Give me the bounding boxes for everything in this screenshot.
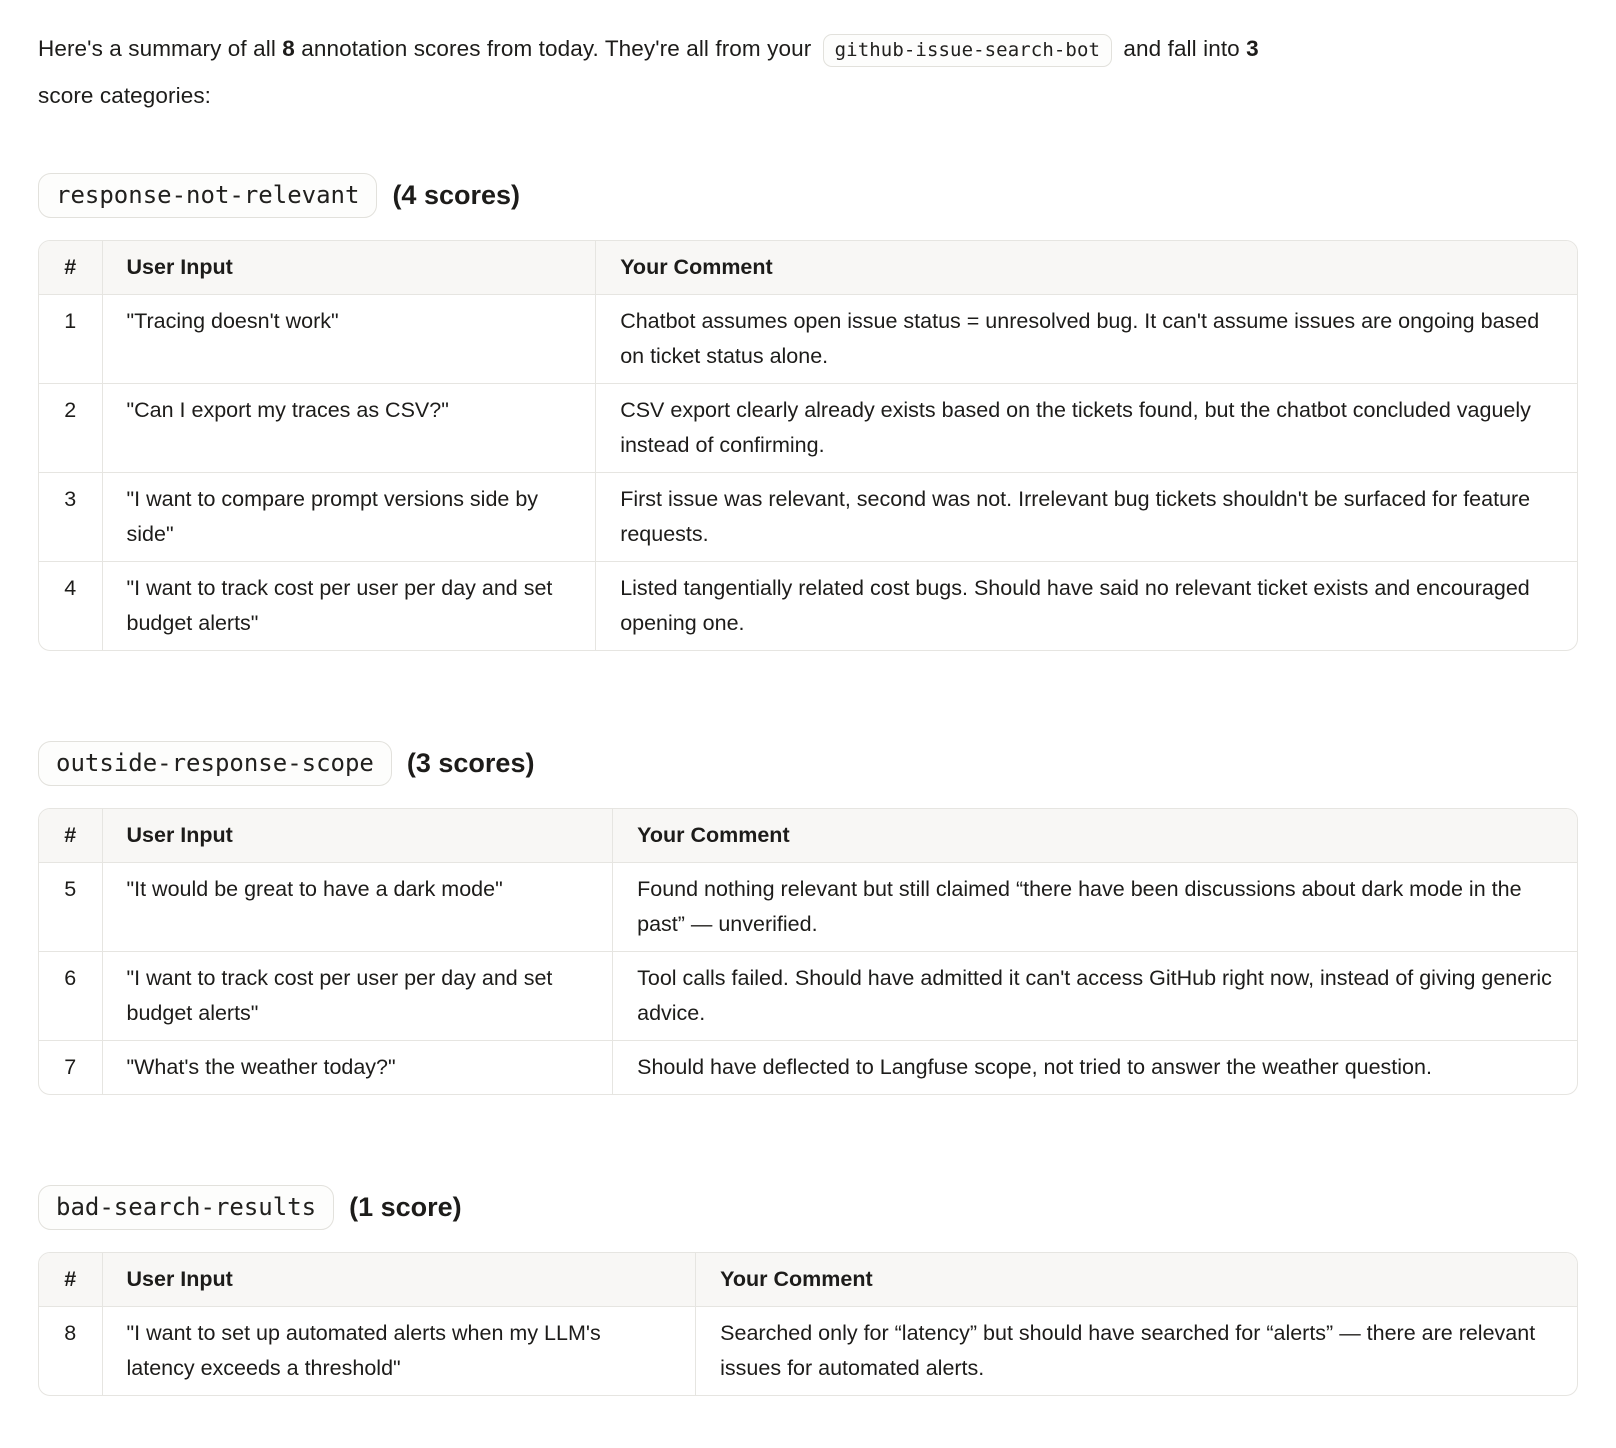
table-row <box>39 1307 1577 1396</box>
section-heading <box>38 1185 1578 1230</box>
section-heading <box>38 173 1578 218</box>
table-row <box>39 562 1577 651</box>
intro-text: Here's a summary of all <box>38 36 283 61</box>
table-row <box>39 473 1577 562</box>
user-input-cell: "What's the weather today?" <box>102 1041 613 1095</box>
scores-table <box>39 241 1577 650</box>
comment-cell: Should have deflected to Langfuse scope, not tried to answer the weather question. <box>637 1055 1432 1079</box>
bold-number: 8 <box>282 36 295 61</box>
table-header-row <box>39 809 1577 863</box>
intro-text: annotation scores from today. They're all from your <box>294 36 818 61</box>
col-header-number: # <box>39 1253 102 1307</box>
user-input-cell: "I want to compare prompt versions side by side" <box>102 473 596 562</box>
row-number: 2 <box>39 384 102 473</box>
scores-table-wrapper <box>38 1252 1578 1396</box>
row-number: 1 <box>39 295 102 384</box>
comment-cell: Tool calls failed. Should have admitted it can't access GitHub right now, instead of giving generic advice. <box>613 952 1577 1041</box>
col-header-user-input: User Input <box>102 1253 696 1307</box>
scores-table-wrapper <box>38 240 1578 651</box>
row-number: 5 <box>39 863 102 952</box>
intro-text: and fall into <box>1117 36 1247 61</box>
category-badge: response-not-relevant <box>38 173 377 218</box>
table-header-row <box>39 1253 1577 1307</box>
scores-table <box>39 1253 1577 1395</box>
row-number: 8 <box>39 1307 102 1396</box>
row-number: 3 <box>39 473 102 562</box>
table-row <box>39 1041 1577 1095</box>
comment-cell: Found nothing relevant but still claimed “there have been discussions about dark mode in the past” — unverified. <box>613 863 1577 952</box>
score-count-label: (3 scores) <box>406 748 535 778</box>
table-header-row <box>39 241 1577 295</box>
user-input-cell: "I want to set up automated alerts when my LLM's latency exceeds a threshold" <box>102 1307 696 1396</box>
score-count-label: (4 scores) <box>392 180 521 210</box>
table-body <box>39 863 1577 1095</box>
table-row <box>39 384 1577 473</box>
intro-text: score categories: <box>38 83 212 108</box>
category-badge: bad-search-results <box>38 1185 334 1230</box>
score-category-section <box>38 1185 1578 1396</box>
col-header-comment: Your Comment <box>696 1253 1577 1307</box>
comment-cell: First issue was relevant, second was not. Irrelevant bug tickets shouldn't be surfaced for feature requests. <box>596 473 1577 562</box>
col-header-user-input: User Input <box>102 809 613 863</box>
comment-cell: Listed tangentially related cost bugs. Should have said no relevant ticket exists and encouraged opening one. <box>620 576 1530 635</box>
score-count-label: (1 score) <box>349 1192 462 1222</box>
bold-number: 3 <box>1246 36 1259 61</box>
comment-cell: CSV export clearly already exists based on the tickets found, but the chatbot concluded vaguely instead of confirming. <box>596 384 1577 473</box>
row-number: 6 <box>39 952 102 1041</box>
user-input-cell: "Tracing doesn't work" <box>102 295 596 384</box>
scores-table <box>39 809 1577 1094</box>
table-row <box>39 952 1577 1041</box>
table-row <box>39 863 1577 952</box>
section-heading <box>38 741 1578 786</box>
col-header-comment: Your Comment <box>613 809 1577 863</box>
comment-cell: Searched only for “latency” but should have searched for “alerts” — there are relevant issues for automated alerts. <box>720 1321 1536 1380</box>
message-container <box>38 26 1578 1396</box>
intro-paragraph <box>38 26 1578 119</box>
score-category-section <box>38 173 1578 651</box>
content <box>38 173 1578 1396</box>
col-header-number: # <box>39 809 102 863</box>
row-number: 7 <box>39 1041 102 1095</box>
col-header-user-input: User Input <box>102 241 596 295</box>
inline-code: github-issue-search-bot <box>823 34 1112 67</box>
scores-table-wrapper <box>38 808 1578 1095</box>
category-badge: outside-response-scope <box>38 741 392 786</box>
user-input-cell: "I want to track cost per user per day and set budget alerts" <box>102 562 596 651</box>
col-header-number: # <box>39 241 102 295</box>
table-body <box>39 1307 1577 1396</box>
row-number: 4 <box>39 562 102 651</box>
user-input-cell: "It would be great to have a dark mode" <box>102 863 613 952</box>
col-header-comment: Your Comment <box>596 241 1577 295</box>
score-category-section <box>38 741 1578 1095</box>
table-row <box>39 295 1577 384</box>
user-input-cell: "Can I export my traces as CSV?" <box>102 384 596 473</box>
comment-cell: Chatbot assumes open issue status = unresolved bug. It can't assume issues are ongoing based on ticket status alone. <box>596 295 1577 384</box>
user-input-cell: "I want to track cost per user per day and set budget alerts" <box>102 952 613 1041</box>
table-body <box>39 295 1577 651</box>
